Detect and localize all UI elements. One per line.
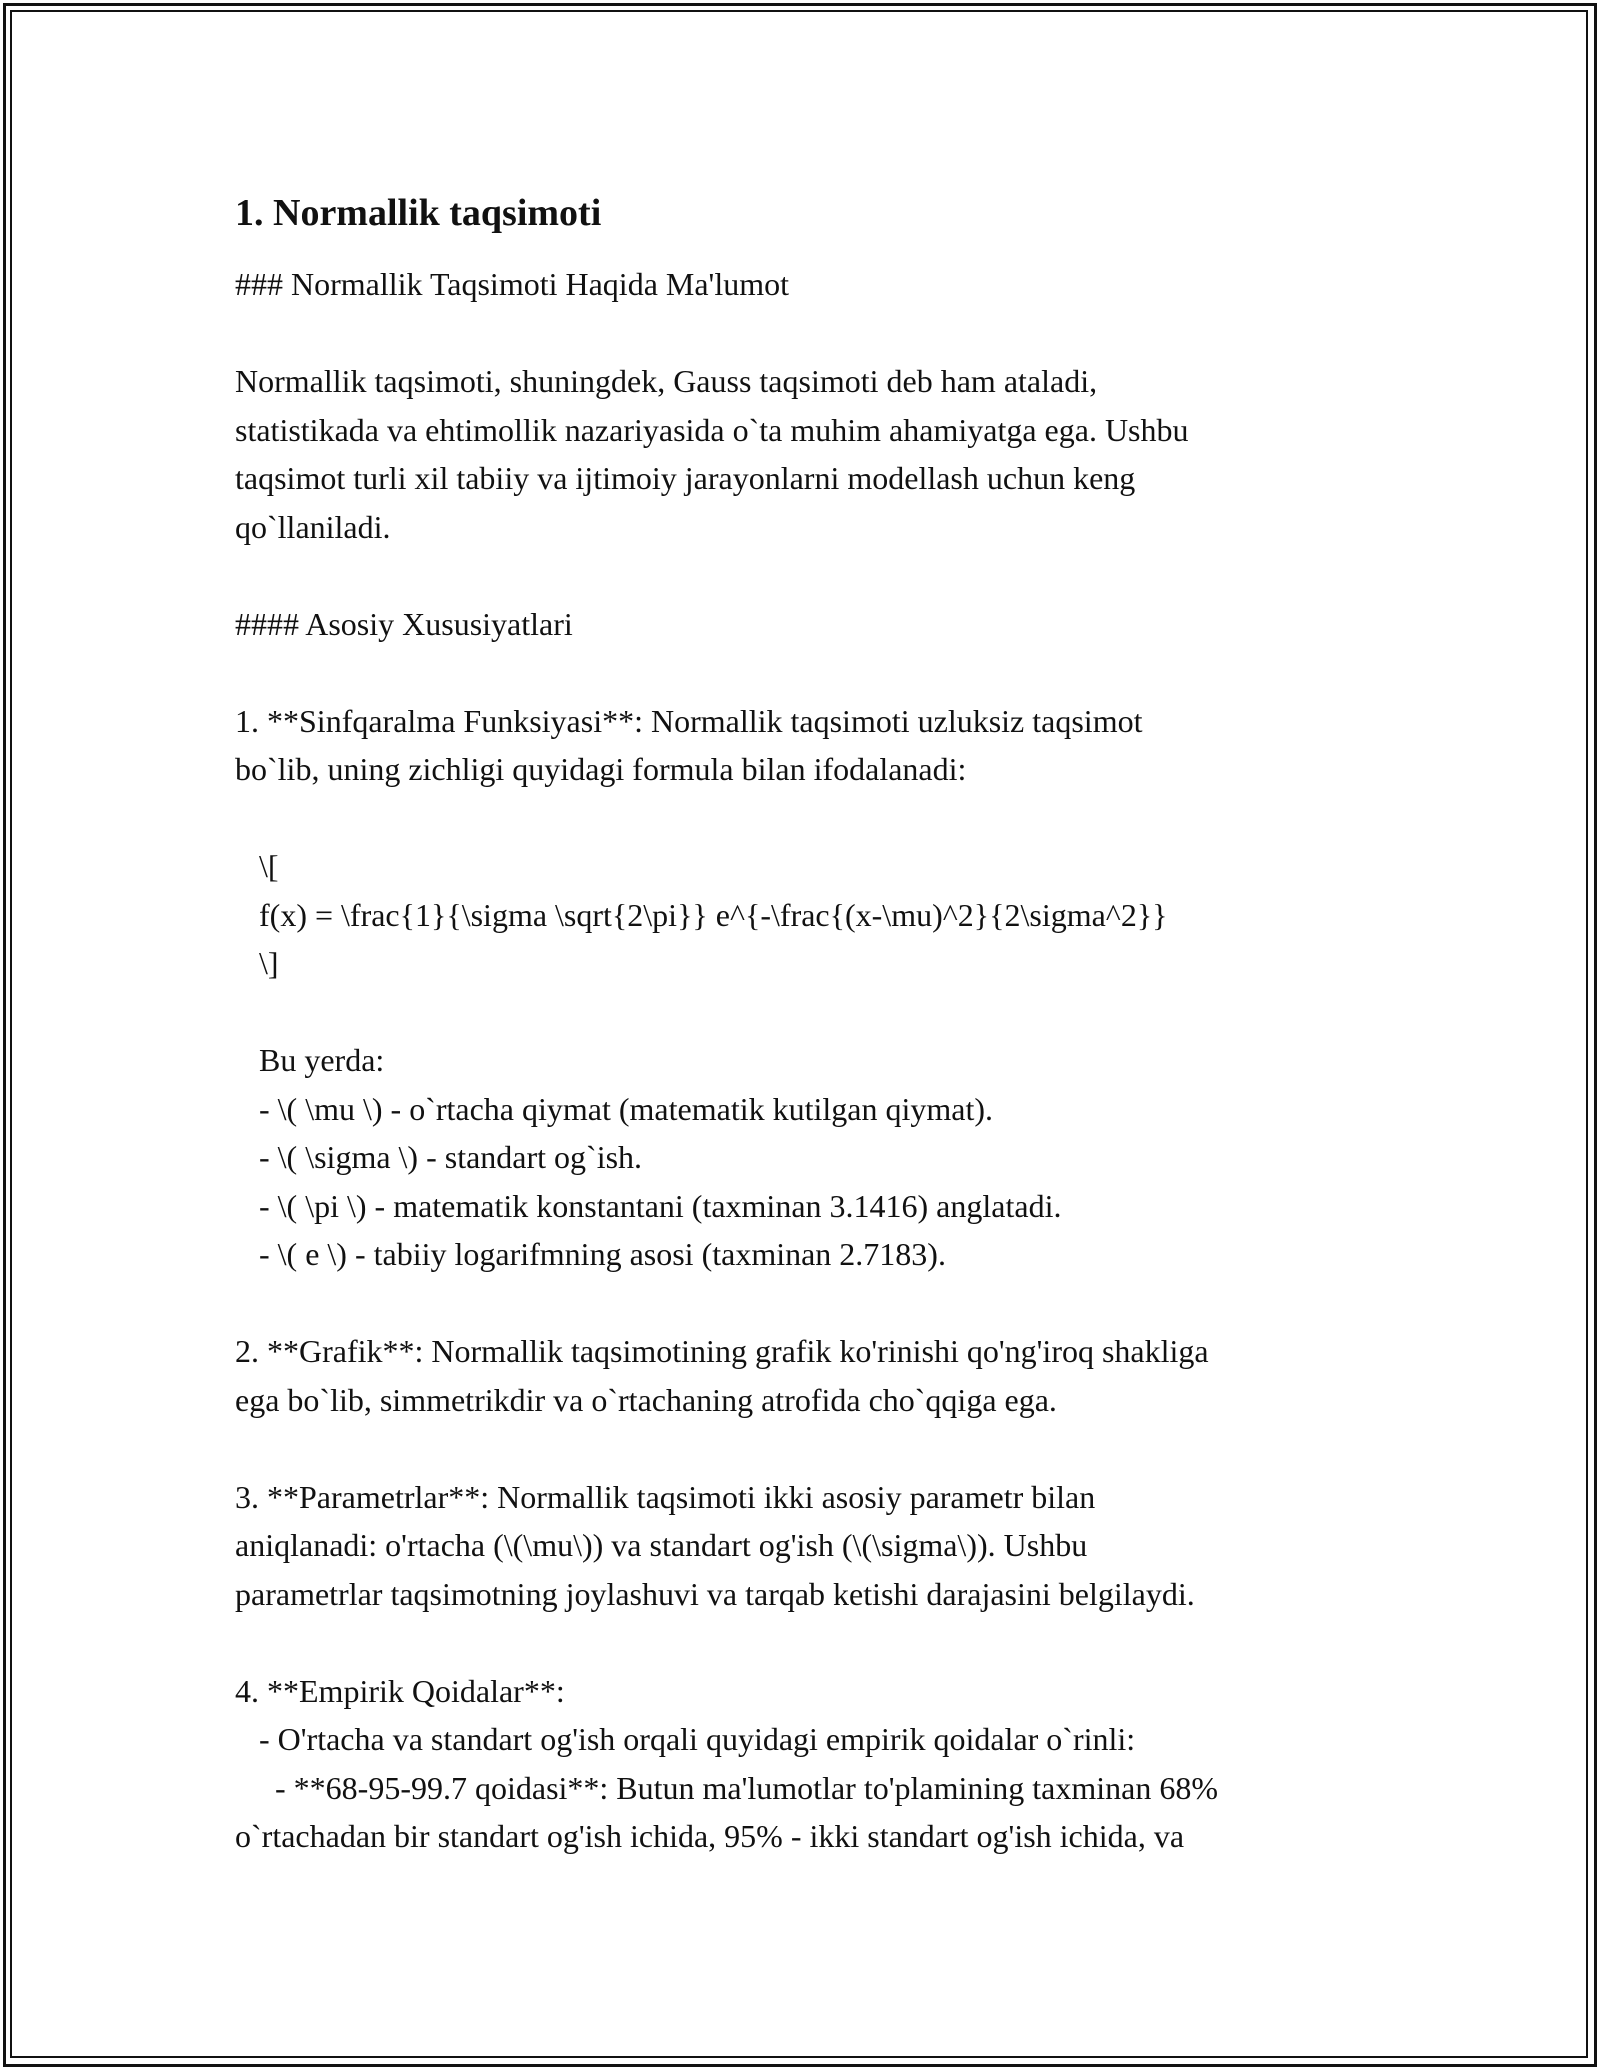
text-line: bo`lib, uning zichligi quyidagi formula bilan ifodalanadi: (235, 751, 967, 787)
text-line: taqsimot turli xil tabiiy va ijtimoiy jarayonlarni modellash uchun keng (235, 460, 1136, 496)
text-line: statistikada va ehtimollik nazariyasida o`ta muhim ahamiyatga ega. Ushbu (235, 411, 1189, 448)
text-line: Bu yerda: (235, 1042, 385, 1078)
text-line: qo`llaniladi. (235, 508, 391, 545)
text-line: 2. **Grafik**: Normallik taqsimotining grafik ko'rinishi qo'ng'iroq shakliga (235, 1333, 1209, 1369)
text-line: - \( \sigma \) - standart og`ish. (235, 1139, 643, 1175)
document-lines (235, 260, 1395, 1861)
blank-line (235, 648, 1395, 697)
document-title: 1. Normallik taqsimoti (235, 192, 602, 234)
text-line: - \( \pi \) - matematik konstantani (taxminan 3.1416) anglatadi. (235, 1187, 1062, 1224)
text-line: - O'rtacha va standart og'ish orqali quyidagi empirik qoidalar o`rinli: (235, 1721, 1136, 1757)
text-line: 4. **Empirik Qoidalar**: (235, 1672, 565, 1709)
text-line: f(x) = \frac{1}{\sigma \sqrt{2\pi}} e^{-\frac{(x-\mu)^2}{2\sigma^2}} (235, 896, 1168, 933)
blank-line (235, 309, 1395, 358)
text-line: 3. **Parametrlar**: Normallik taqsimoti ikki asosiy parametr bilan (235, 1478, 1096, 1515)
text-line: 1. **Sinfqaralma Funksiyasi**: Normallik taqsimoti uzluksiz taqsimot (235, 702, 1143, 739)
blank-line (235, 794, 1395, 843)
blank-line (235, 1279, 1395, 1328)
text-line: Normallik taqsimoti, shuningdek, Gauss taqsimoti deb ham ataladi, (235, 363, 1098, 399)
text-line: - **68-95-99.7 qoidasi**: Butun ma'lumotlar to'plamining taxminan 68% (235, 1769, 1218, 1806)
blank-line (235, 551, 1395, 600)
document-body (235, 188, 1395, 1861)
text-line: \] (235, 945, 279, 981)
blank-line (235, 988, 1395, 1037)
text-line: - \( \mu \) - o`rtacha qiymat (matematik kutilgan qiymat). (235, 1090, 993, 1127)
text-line: o`rtachadan bir standart og'ish ichida, 95% - ikki standart og'ish ichida, va (235, 1818, 1185, 1854)
text-line: \[ (235, 848, 279, 884)
text-line: - \( e \) - tabiiy logarifmning asosi (taxminan 2.7183). (235, 1236, 946, 1272)
text-line: ega bo`lib, simmetrikdir va o`rtachaning atrofida cho`qqiga ega. (235, 1381, 1057, 1418)
blank-line (235, 1618, 1395, 1667)
text-line: #### Asosiy Xususiyatlari (235, 605, 573, 642)
text-line: parametrlar taqsimotning joylashuvi va tarqab ketishi darajasini belgilaydi. (235, 1575, 1195, 1612)
text-line: aniqlanadi: o'rtacha (\(\mu\)) va standart og'ish (\(\sigma\)). Ushbu (235, 1527, 1088, 1563)
text-line: ### Normallik Taqsimoti Haqida Ma'lumot (235, 266, 789, 302)
blank-line (235, 1424, 1395, 1473)
